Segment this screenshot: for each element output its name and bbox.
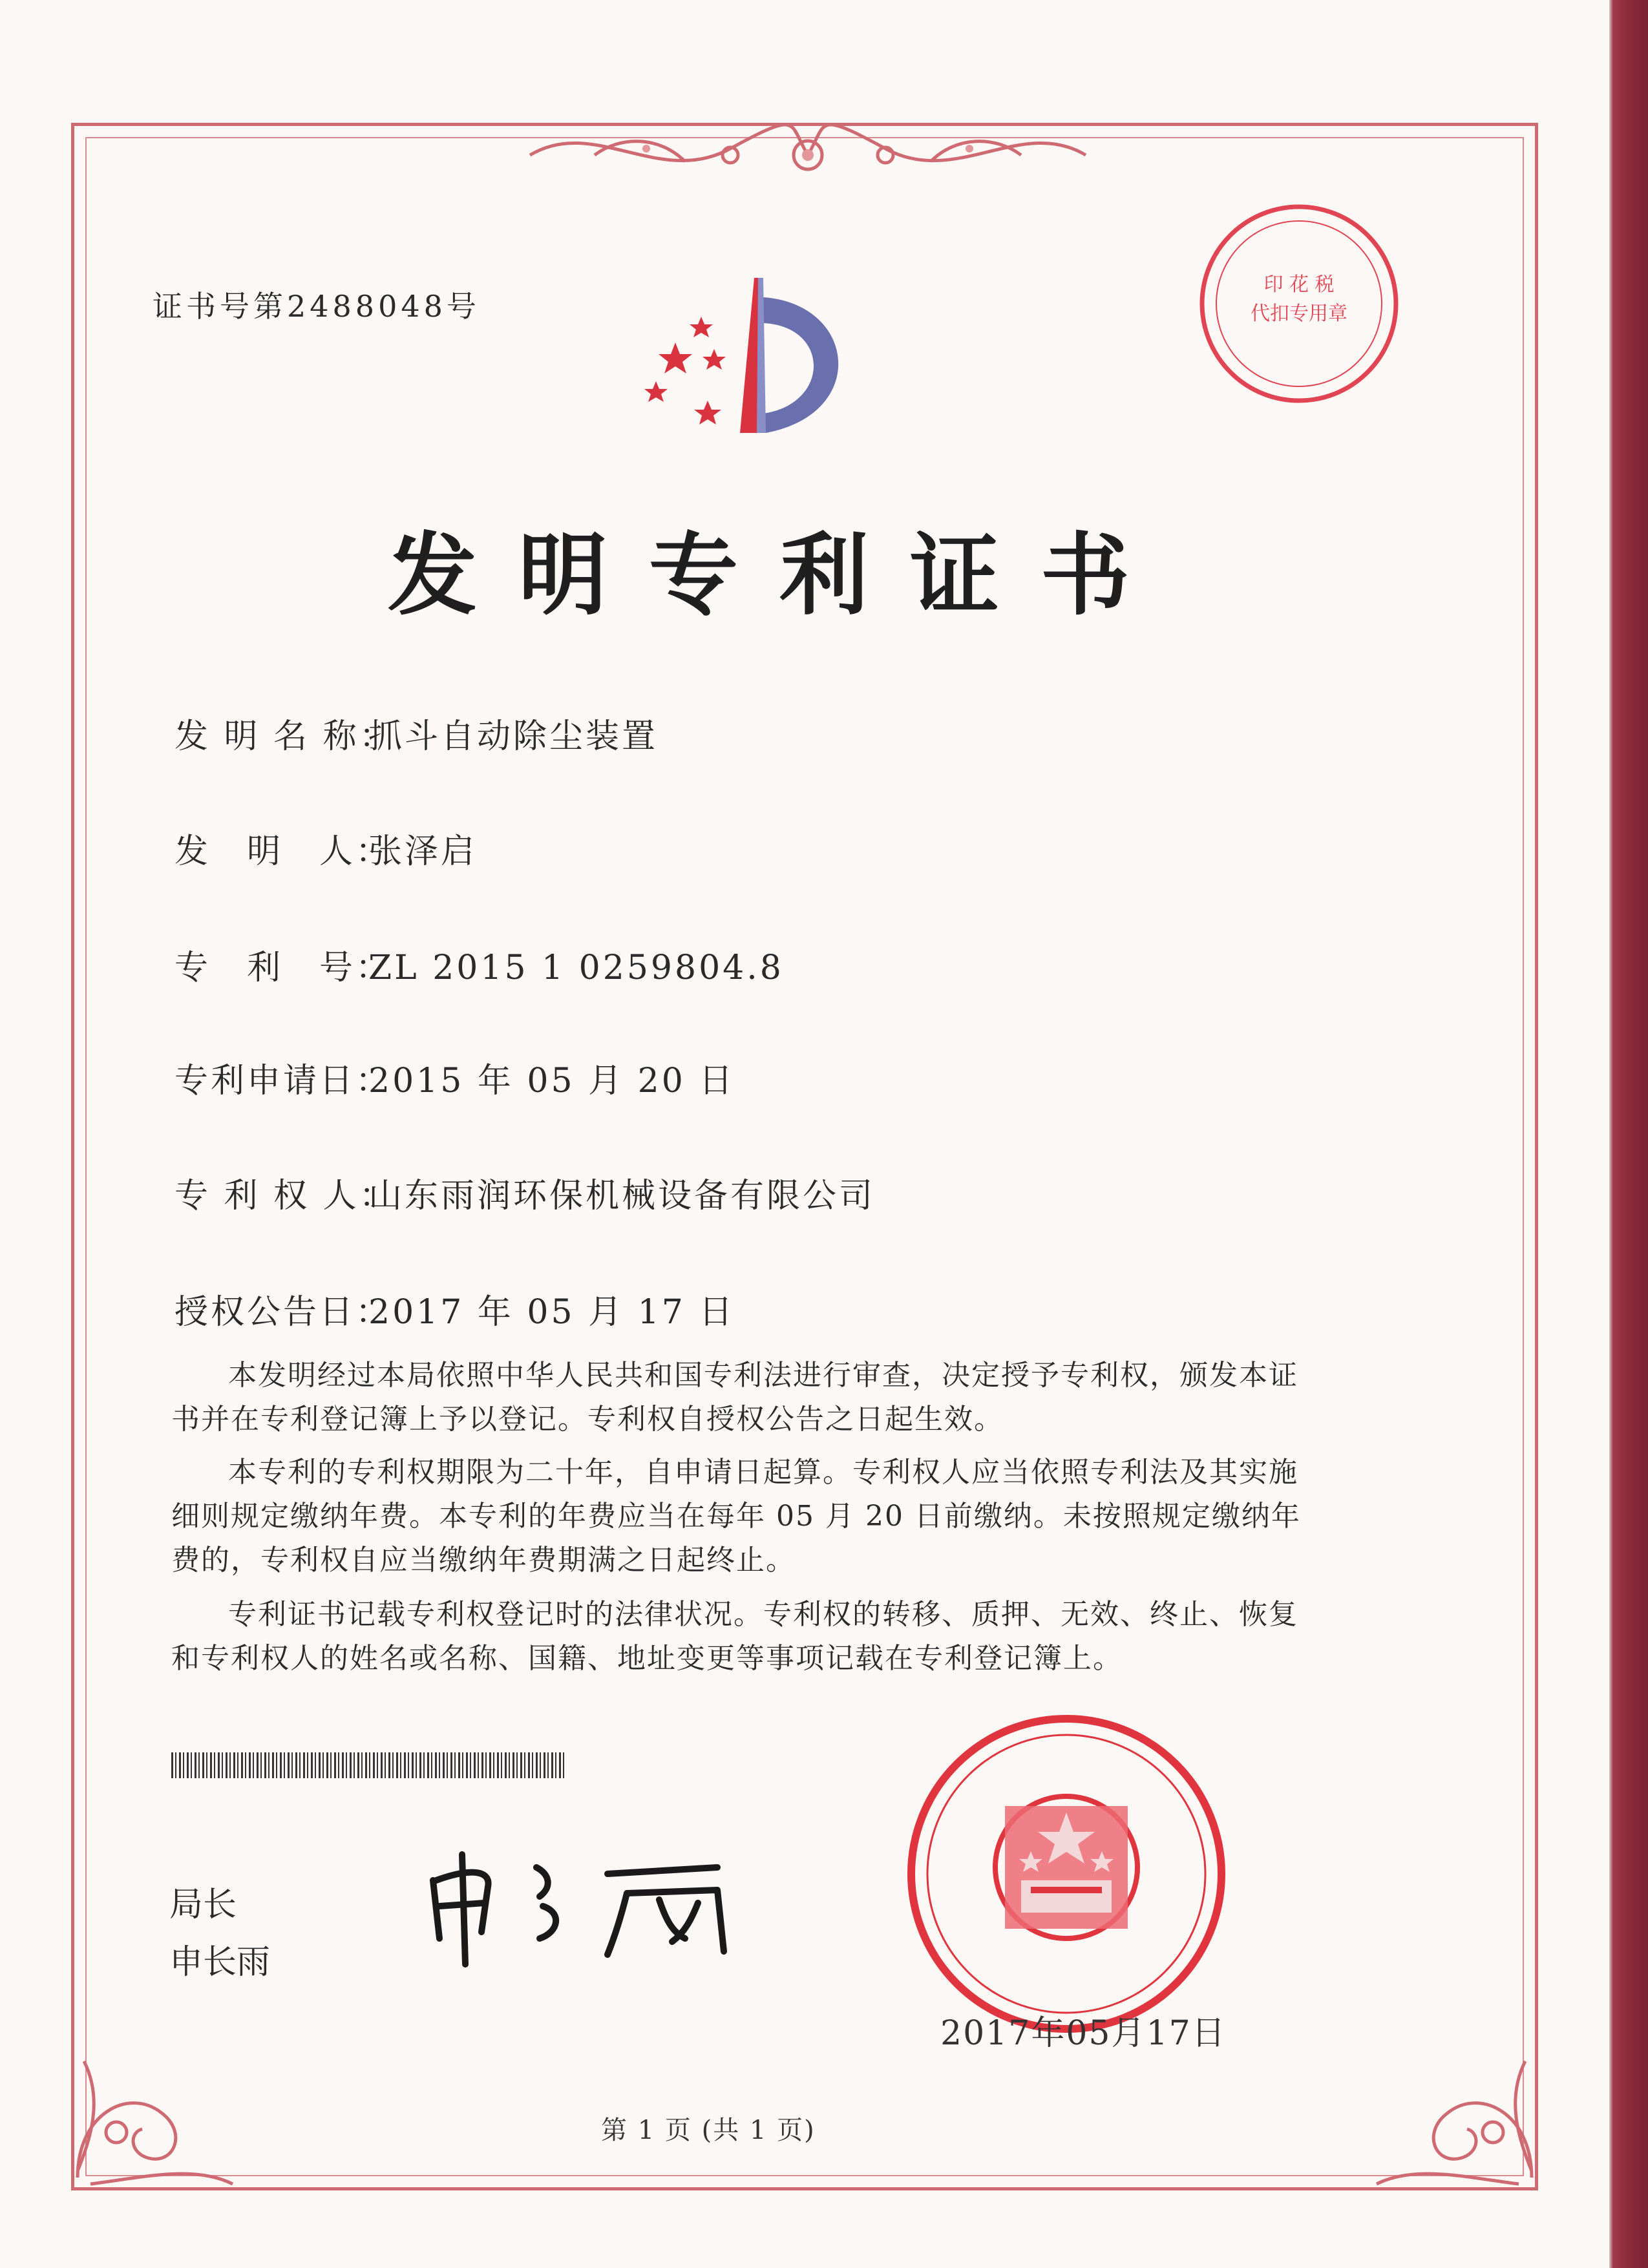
- svg-text:代扣专用章: 代扣专用章: [1251, 302, 1347, 325]
- body-paragraph: 本专利的专利权期限为二十年，自申请日起算。专利权人应当依照专利法及其实施细则规定缴纳年费。本专利的年费应当在每年 05 月 20 日前缴纳。未按照规定缴纳年费的，专利权自应当缴纳年费期满之日起终止。: [171, 1456, 1301, 1577]
- page-footer: 第 1 页 (共 1 页): [601, 2116, 816, 2145]
- cover-edge: [1609, 0, 1648, 2268]
- field-value: 抓斗自动除尘装置: [368, 717, 659, 756]
- field-invention-name: [174, 709, 658, 757]
- document-title: 发明专利证书: [388, 522, 1172, 627]
- field-patentee: [174, 1168, 875, 1217]
- field-label: 专利申请日：: [174, 1062, 392, 1100]
- field-value: 山东雨润环保机械设备有限公司: [368, 1177, 876, 1215]
- svg-text:印 花 税: 印 花 税: [1263, 273, 1335, 296]
- patent-office-logo: [637, 265, 882, 459]
- field-value: 张泽启: [368, 832, 478, 871]
- bottom-left-corner-ornament: [65, 1997, 246, 2190]
- tax-stamp-seal: [1189, 194, 1409, 414]
- handwritten-signature: [414, 1842, 776, 1971]
- body-paragraph: 专利证书记载专利权登记时的法律状况。专利权的转移、质押、无效、终止、恢复和专利权人的姓名或名称、国籍、地址变更等事项记载在专利登记簿上。: [171, 1598, 1298, 1675]
- certificate-number: 证书号第2488048号: [153, 289, 480, 324]
- field-application-date: [174, 1053, 735, 1102]
- official-seal: [898, 1706, 1234, 2042]
- field-inventor: [174, 824, 477, 872]
- field-label: 专 利 号：: [174, 949, 392, 987]
- body-paragraph: 本发明经过本局依照中华人民共和国专利法进行审查，决定授予专利权，颁发本证书并在专利登记簿上予以登记。专利权自授权公告之日起生效。: [171, 1359, 1298, 1436]
- field-label: 发 明 名 称：: [174, 717, 396, 756]
- top-ornament: [517, 110, 1099, 200]
- bottom-right-corner-ornament: [1364, 1997, 1545, 2190]
- seal-grant-date: 2017年05月17日: [940, 2014, 1227, 2053]
- field-value: 2017 年 05 月 17 日: [368, 1293, 735, 1332]
- field-label: 授权公告日：: [174, 1293, 392, 1332]
- field-label: 发 明 人：: [174, 832, 392, 871]
- field-patent-number: [174, 940, 784, 989]
- field-value: 2015 年 05 月 20 日: [368, 1062, 735, 1100]
- field-value: ZL 2015 1 0259804.8: [368, 949, 784, 987]
- barcode: [171, 1752, 565, 1778]
- signer-title: 局长: [169, 1885, 237, 1924]
- signer-name: 申长雨: [169, 1943, 271, 1982]
- field-label: 专 利 权 人：: [174, 1177, 396, 1215]
- field-grant-announcement-date: [174, 1285, 735, 1333]
